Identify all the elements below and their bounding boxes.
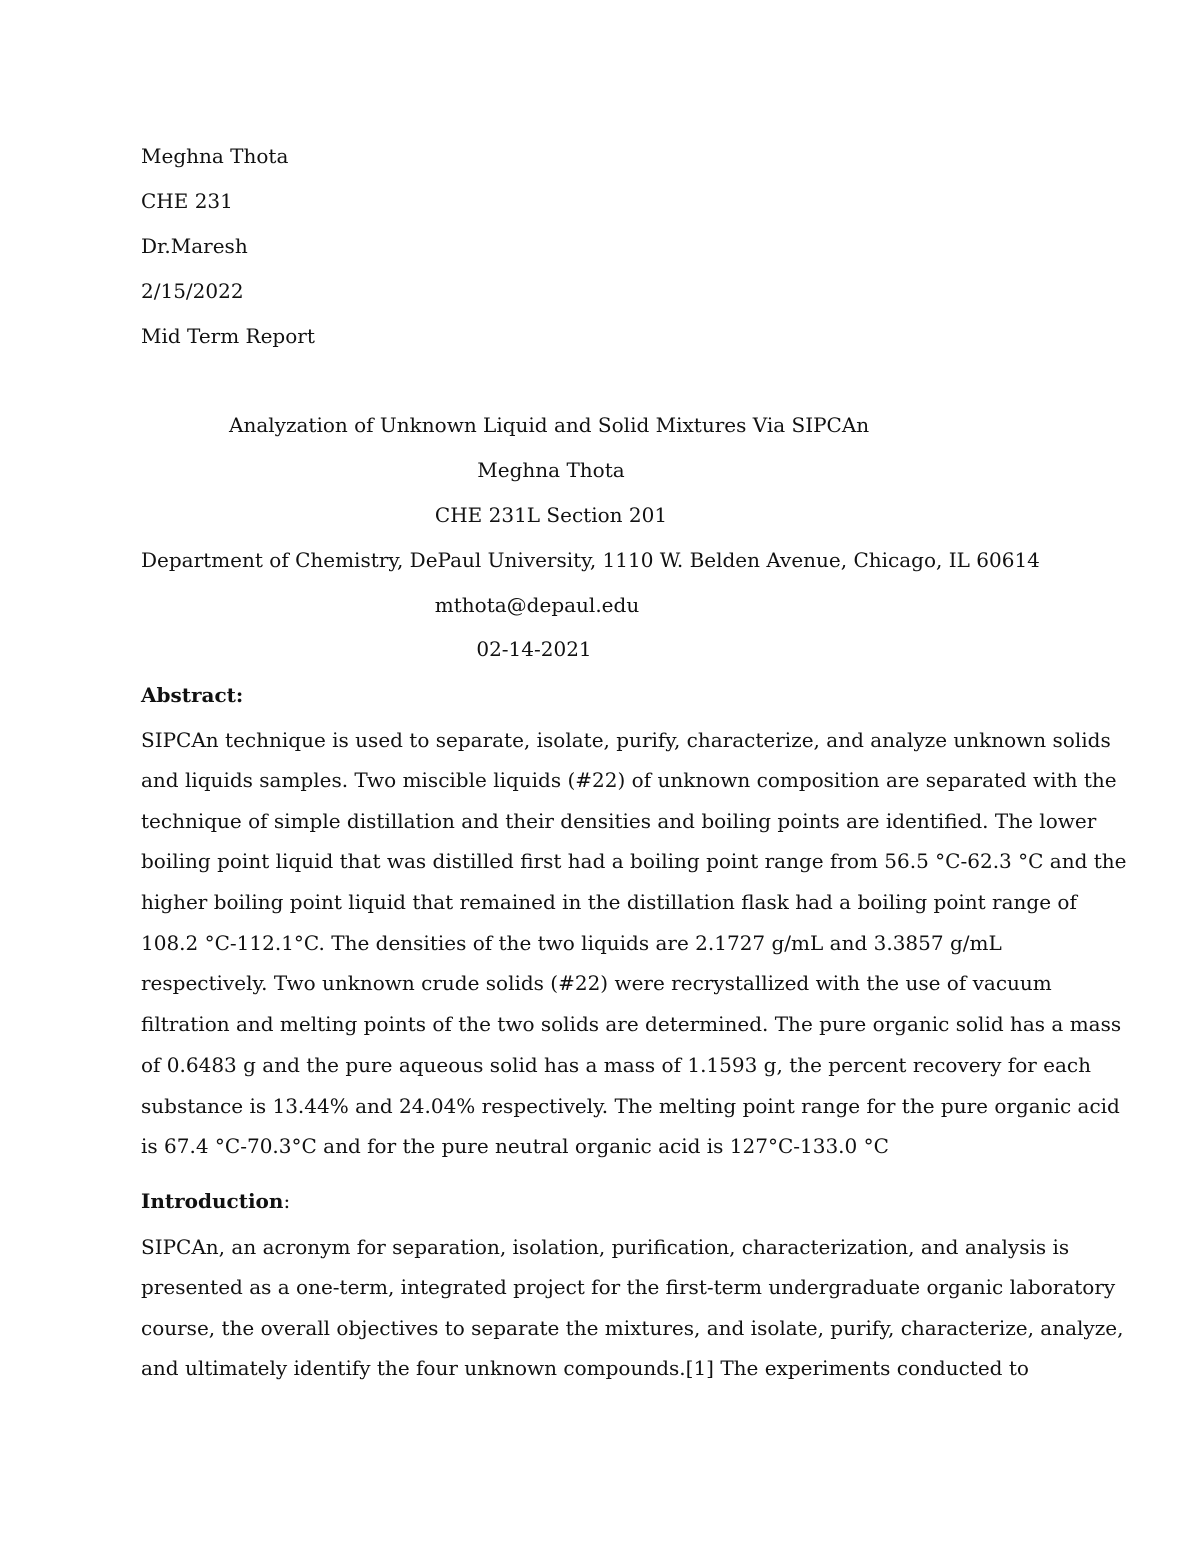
paper-date: 02-14-2021 [476, 637, 592, 661]
introduction-line: SIPCAn, an acronym for separation, isolation, purification, characterization, and analysis is [141, 1235, 1070, 1259]
abstract-line: respectively. Two unknown crude solids (#22) were recrystallized with the use of vacuum [141, 971, 1052, 995]
abstract-line: of 0.6483 g and the pure aqueous solid has a mass of 1.1593 g, the percent recovery for each [141, 1053, 1092, 1077]
introduction-line: and ultimately identify the four unknown compounds.[1] The experiments conducted to [141, 1356, 1029, 1380]
paper-title: Analyzation of Unknown Liquid and Solid Mixtures Via SIPCAn [229, 413, 870, 437]
introduction-line: presented as a one-term, integrated project for the first-term undergraduate organic laboratory [141, 1275, 1116, 1299]
introduction-heading: Introduction [141, 1189, 284, 1213]
paper-author: Meghna Thota [477, 458, 625, 482]
abstract-line: higher boiling point liquid that remained in the distillation flask had a boiling point range of [141, 890, 1077, 914]
course-code: CHE 231 [141, 189, 233, 213]
paper-affiliation: Department of Chemistry, DePaul University, 1110 W. Belden Avenue, Chicago, IL 60614 [141, 548, 1040, 572]
abstract-heading: Abstract: [141, 683, 244, 707]
instructor-name: Dr.Maresh [141, 234, 248, 258]
introduction-heading-row [141, 1188, 290, 1214]
report-type: Mid Term Report [141, 324, 315, 348]
abstract-line: and liquids samples. Two miscible liquids (#22) of unknown composition are separated with the [141, 768, 1117, 792]
abstract-line: filtration and melting points of the two solids are determined. The pure organic solid has a mass [141, 1012, 1122, 1036]
abstract-line: technique of simple distillation and their densities and boiling points are identified. The lower [141, 809, 1097, 833]
introduction-heading-colon: : [283, 1189, 291, 1213]
student-name: Meghna Thota [141, 144, 289, 168]
abstract-line: SIPCAn technique is used to separate, isolate, purify, characterize, and analyze unknown solids [141, 728, 1111, 752]
paper-email: mthota@depaul.edu [434, 593, 640, 617]
abstract-line: 108.2 °C-112.1°C. The densities of the two liquids are 2.1727 g/mL and 3.3857 g/mL [141, 931, 1002, 955]
header-date: 2/15/2022 [141, 279, 244, 303]
abstract-line: substance is 13.44% and 24.04% respectively. The melting point range for the pure organic acid [141, 1094, 1120, 1118]
introduction-line: course, the overall objectives to separate the mixtures, and isolate, purify, characterize, analyze, [141, 1316, 1124, 1340]
paper-section: CHE 231L Section 201 [434, 503, 668, 527]
abstract-line: boiling point liquid that was distilled first had a boiling point range from 56.5 °C-62.3 °C and the [141, 849, 1127, 873]
abstract-line: is 67.4 °C-70.3°C and for the pure neutral organic acid is 127°C-133.0 °C [141, 1134, 889, 1158]
